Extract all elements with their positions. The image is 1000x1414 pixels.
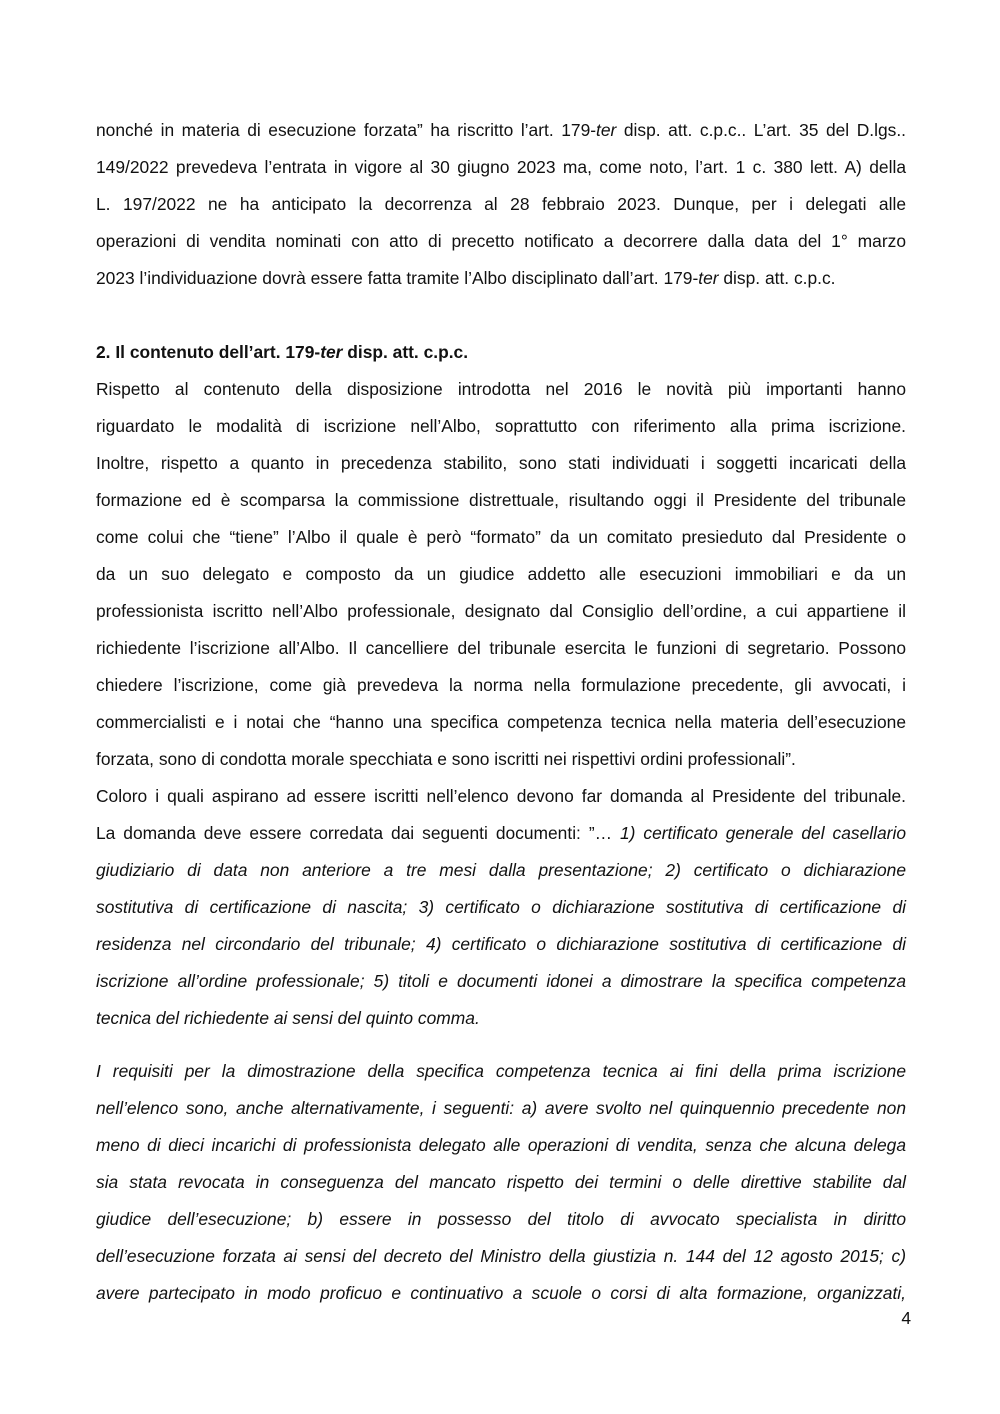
text-line: iscrizione all’ordine professionale; 5) titoli e documenti idonei a dimostrare la specifica competenza <box>96 971 906 991</box>
text-line: giudiziario di data non anteriore a tre mesi dalla presentazione; 2) certificato o dichiarazione <box>96 860 906 880</box>
text-line: dell’esecuzione forzata ai sensi del decreto del Ministro della giustizia n. 144 del 12 agosto 2015; c) <box>96 1246 906 1266</box>
text-line: professionista iscritto nell’Albo professionale, designato dal Consiglio dell’ordine, a cui appartiene il <box>96 601 906 621</box>
text-line: nonché in materia di esecuzione forzata” ha riscritto l’art. 179-ter disp. att. c.p.c.. L’art. 35 del D.lgs.. <box>96 120 906 140</box>
text-line: chiedere l’iscrizione, come già prevedeva la norma nella formulazione precedente, gli avvocati, i <box>96 675 906 695</box>
text-line: Inoltre, rispetto a quanto in precedenza stabilito, sono stati individuati i soggetti incaricati della <box>96 453 906 473</box>
text-line: nell’elenco sono, anche alternativamente, i seguenti: a) avere svolto nel quinquennio precedente non <box>96 1098 906 1118</box>
text-line: 149/2022 prevedeva l’entrata in vigore al 30 giugno 2023 ma, come noto, l’art. 1 c. 380 lett. A) della <box>96 157 906 177</box>
page-number: 4 <box>901 1308 911 1328</box>
text-line: da un suo delegato e composto da un giudice addetto alle esecuzioni immobiliari e da un <box>96 564 906 584</box>
text-line: 2023 l’individuazione dovrà essere fatta tramite l’Albo disciplinato dall’art. 179-ter disp. att. c.p.c. <box>96 268 836 288</box>
text-line: come colui che “tiene” l’Albo il quale è però “formato” da un comitato presieduto dal Presidente o <box>96 527 906 547</box>
text-line: operazioni di vendita nominati con atto di precetto notificato a decorrere dalla data del 1° marzo <box>96 231 906 251</box>
text-line: formazione ed è scomparsa la commissione distrettuale, risultando oggi il Presidente del tribunale <box>96 490 906 510</box>
text-line: giudice dell’esecuzione; b) essere in possesso del titolo di avvocato specialista in diritto <box>96 1209 906 1229</box>
text-line: I requisiti per la dimostrazione della specifica competenza tecnica ai fini della prima iscrizione <box>96 1061 906 1081</box>
text-line: riguardato le modalità di iscrizione nell’Albo, soprattutto con riferimento alla prima iscrizione. <box>96 416 906 436</box>
text-line: residenza nel circondario del tribunale; 4) certificato o dichiarazione sostitutiva di certificazione di <box>96 934 906 954</box>
text-line: meno di dieci incarichi di professionista delegato alle operazioni di vendita, senza che alcuna delega <box>96 1135 906 1155</box>
text-line: L. 197/2022 ne ha anticipato la decorrenza al 28 febbraio 2023. Dunque, per i delegati alle <box>96 194 906 214</box>
text-line: avere partecipato in modo proficuo e continuativo a scuole o corsi di alta formazione, organizzati, <box>96 1283 906 1303</box>
text-line: tecnica del richiedente ai sensi del quinto comma. <box>96 1008 480 1028</box>
text-line: commercialisti e i notai che “hanno una specifica competenza tecnica nella materia dell’esecuzione <box>96 712 906 732</box>
text-line: forzata, sono di condotta morale specchiata e sono iscritti nei rispettivi ordini professionali”. <box>96 749 796 769</box>
text-line: Rispetto al contenuto della disposizione introdotta nel 2016 le novità più importanti hanno <box>96 379 906 399</box>
text-line: La domanda deve essere corredata dai seguenti documenti: ”… 1) certificato generale del casellario <box>96 823 906 843</box>
section-heading: 2. Il contenuto dell’art. 179-ter disp. att. c.p.c. <box>96 342 469 362</box>
text-line: sostitutiva di certificazione di nascita; 3) certificato o dichiarazione sostitutiva di certificazione di <box>96 897 906 917</box>
text-line: sia stata revocata in conseguenza del mancato rispetto dei termini o delle direttive stabilite dal <box>96 1172 906 1192</box>
text-line: richiedente l’iscrizione all’Albo. Il cancelliere del tribunale esercita le funzioni di segretario. Possono <box>96 638 906 658</box>
text-line: Coloro i quali aspirano ad essere iscritti nell’elenco devono far domanda al Presidente del tribunale. <box>96 786 906 806</box>
